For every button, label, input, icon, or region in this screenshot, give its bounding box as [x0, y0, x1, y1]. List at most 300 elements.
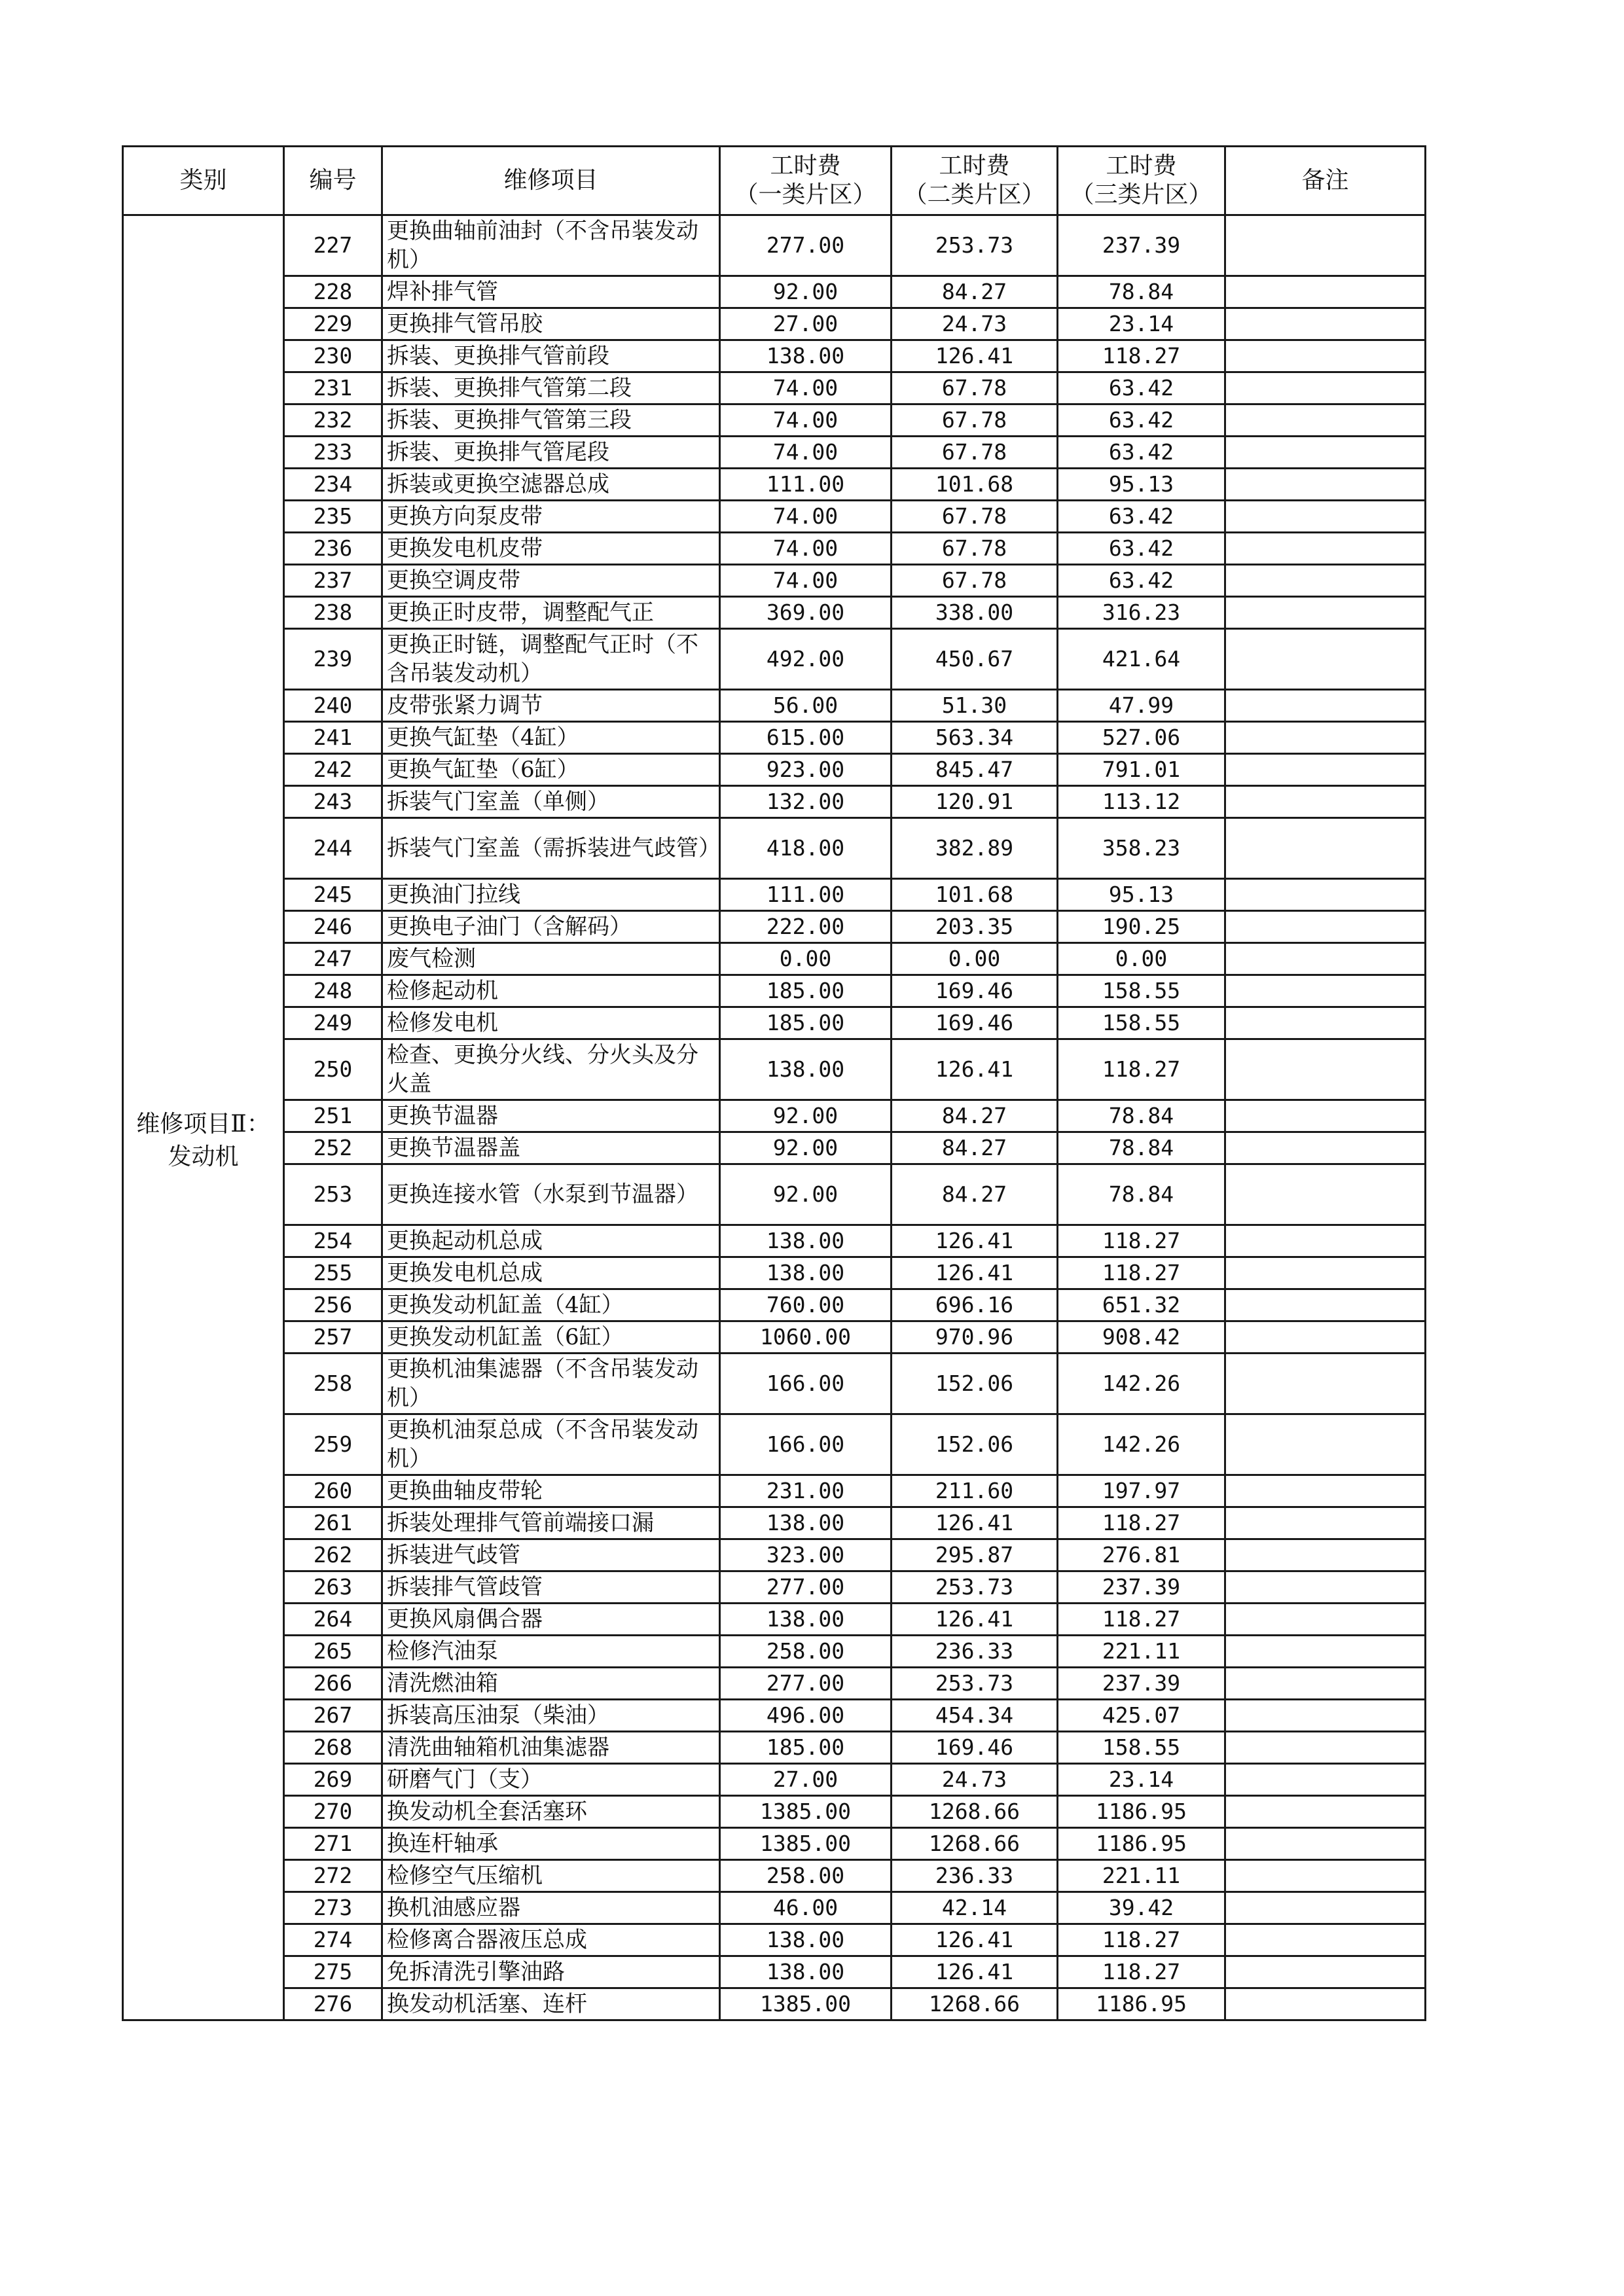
header-fee-zone2-zone: （二类片区）: [903, 181, 1045, 208]
fee-zone3: 95.13: [1058, 469, 1225, 501]
table-row: [123, 1321, 1426, 1354]
item-name: 更换发电机总成: [382, 1257, 720, 1289]
note-cell: [1225, 215, 1426, 276]
note-cell: [1225, 722, 1426, 754]
fee-zone2: 67.78: [892, 533, 1058, 565]
table-row: [123, 879, 1426, 911]
table-row: [123, 1796, 1426, 1828]
item-number: 262: [284, 1539, 382, 1571]
table-row: [123, 786, 1426, 818]
fee-zone3: 118.27: [1058, 340, 1225, 372]
table-row: [123, 1732, 1426, 1764]
note-cell: [1225, 308, 1426, 340]
fee-zone3: 118.27: [1058, 1225, 1225, 1257]
item-number: 270: [284, 1796, 382, 1828]
fee-zone2: 152.06: [892, 1414, 1058, 1475]
fee-zone2: 126.41: [892, 1604, 1058, 1636]
note-cell: [1225, 1571, 1426, 1604]
note-cell: [1225, 754, 1426, 786]
table-row: [123, 1604, 1426, 1636]
fee-zone1: 74.00: [720, 437, 892, 469]
category-cell: [123, 215, 284, 2020]
fee-zone1: 74.00: [720, 533, 892, 565]
item-number: 257: [284, 1321, 382, 1354]
fee-zone2: 1268.66: [892, 1796, 1058, 1828]
item-name: 更换发动机缸盖（6缸）: [382, 1321, 720, 1354]
item-number: 249: [284, 1007, 382, 1039]
fee-zone2: 236.33: [892, 1860, 1058, 1892]
fee-zone2: 1268.66: [892, 1988, 1058, 2020]
item-name: 拆装处理排气管前端接口漏: [382, 1507, 720, 1539]
fee-zone1: 138.00: [720, 1924, 892, 1956]
fee-zone1: 132.00: [720, 786, 892, 818]
item-number: 269: [284, 1764, 382, 1796]
item-number: 234: [284, 469, 382, 501]
fee-zone1: 138.00: [720, 1257, 892, 1289]
item-number: 265: [284, 1636, 382, 1668]
item-number: 252: [284, 1132, 382, 1164]
fee-zone1: 277.00: [720, 215, 892, 276]
table-row: [123, 911, 1426, 943]
header-category: 类别: [123, 147, 284, 215]
item-number: 248: [284, 975, 382, 1007]
note-cell: [1225, 437, 1426, 469]
item-number: 236: [284, 533, 382, 565]
item-name: 拆装气门室盖（单侧）: [382, 786, 720, 818]
item-number: 276: [284, 1988, 382, 2020]
fee-zone2: 126.41: [892, 1257, 1058, 1289]
item-number: 275: [284, 1956, 382, 1988]
item-name: 检查、更换分火线、分火头及分火盖: [382, 1039, 720, 1100]
fee-zone3: 1186.95: [1058, 1828, 1225, 1860]
item-name: 皮带张紧力调节: [382, 690, 720, 722]
fee-zone2: 84.27: [892, 1164, 1058, 1225]
fee-zone1: 923.00: [720, 754, 892, 786]
item-name: 拆装排气管歧管: [382, 1571, 720, 1604]
note-cell: [1225, 690, 1426, 722]
fee-zone3: 276.81: [1058, 1539, 1225, 1571]
item-name: 拆装进气歧管: [382, 1539, 720, 1571]
fee-zone3: 113.12: [1058, 786, 1225, 818]
header-fee-zone3: [1058, 147, 1225, 215]
table-row: [123, 501, 1426, 533]
note-cell: [1225, 1700, 1426, 1732]
header-note: 备注: [1225, 147, 1426, 215]
item-number: 253: [284, 1164, 382, 1225]
fee-zone3: 78.84: [1058, 276, 1225, 308]
item-number: 263: [284, 1571, 382, 1604]
item-number: 261: [284, 1507, 382, 1539]
fee-zone2: 1268.66: [892, 1828, 1058, 1860]
note-cell: [1225, 879, 1426, 911]
fee-zone1: 74.00: [720, 372, 892, 404]
fee-zone1: 258.00: [720, 1636, 892, 1668]
fee-zone1: 258.00: [720, 1860, 892, 1892]
note-cell: [1225, 1414, 1426, 1475]
table-row: [123, 1764, 1426, 1796]
fee-zone2: 169.46: [892, 1007, 1058, 1039]
item-name: 更换机油集滤器（不含吊装发动机）: [382, 1354, 720, 1414]
note-cell: [1225, 1257, 1426, 1289]
fee-zone1: 222.00: [720, 911, 892, 943]
fee-zone1: 1385.00: [720, 1828, 892, 1860]
fee-zone1: 74.00: [720, 501, 892, 533]
fee-zone2: 450.67: [892, 629, 1058, 690]
fee-zone1: 166.00: [720, 1414, 892, 1475]
table-row: [123, 1007, 1426, 1039]
item-number: 255: [284, 1257, 382, 1289]
item-name: 更换发电机皮带: [382, 533, 720, 565]
table-row: [123, 1100, 1426, 1132]
header-fee-zone2: [892, 147, 1058, 215]
fee-zone3: 63.42: [1058, 533, 1225, 565]
item-number: 272: [284, 1860, 382, 1892]
fee-zone3: 221.11: [1058, 1636, 1225, 1668]
table-row: [123, 1539, 1426, 1571]
fee-zone2: 126.41: [892, 1924, 1058, 1956]
fee-zone3: 63.42: [1058, 372, 1225, 404]
note-cell: [1225, 1507, 1426, 1539]
note-cell: [1225, 975, 1426, 1007]
fee-zone2: 84.27: [892, 1100, 1058, 1132]
item-name: 更换空调皮带: [382, 565, 720, 597]
table-row: [123, 722, 1426, 754]
fee-zone3: 23.14: [1058, 308, 1225, 340]
fee-zone2: 563.34: [892, 722, 1058, 754]
table-row: [123, 276, 1426, 308]
fee-zone2: 67.78: [892, 404, 1058, 437]
item-name: 检修空气压缩机: [382, 1860, 720, 1892]
item-name: 更换发动机缸盖（4缸）: [382, 1289, 720, 1321]
table-row: [123, 565, 1426, 597]
table-row: [123, 533, 1426, 565]
table-row: [123, 597, 1426, 629]
table-row: [123, 1354, 1426, 1414]
fee-zone3: 527.06: [1058, 722, 1225, 754]
item-number: 251: [284, 1100, 382, 1132]
fee-zone2: 84.27: [892, 276, 1058, 308]
fee-zone2: 120.91: [892, 786, 1058, 818]
item-number: 264: [284, 1604, 382, 1636]
item-name: 更换油门拉线: [382, 879, 720, 911]
table-row: [123, 1892, 1426, 1924]
note-cell: [1225, 1636, 1426, 1668]
fee-zone2: 203.35: [892, 911, 1058, 943]
item-number: 266: [284, 1668, 382, 1700]
fee-zone2: 51.30: [892, 690, 1058, 722]
fee-zone1: 1385.00: [720, 1796, 892, 1828]
fee-zone3: 425.07: [1058, 1700, 1225, 1732]
fee-zone1: 277.00: [720, 1571, 892, 1604]
item-number: 229: [284, 308, 382, 340]
note-cell: [1225, 372, 1426, 404]
item-number: 239: [284, 629, 382, 690]
header-fee-zone1-zone: （一类片区）: [734, 181, 876, 208]
item-name: 更换节温器: [382, 1100, 720, 1132]
fee-zone2: 696.16: [892, 1289, 1058, 1321]
note-cell: [1225, 597, 1426, 629]
fee-zone3: 651.32: [1058, 1289, 1225, 1321]
item-name: 更换连接水管（水泵到节温器）: [382, 1164, 720, 1225]
fee-zone2: 152.06: [892, 1354, 1058, 1414]
fee-zone3: 237.39: [1058, 1571, 1225, 1604]
note-cell: [1225, 340, 1426, 372]
header-fee-zone3-title: 工时费: [1106, 152, 1177, 179]
fee-zone1: 27.00: [720, 308, 892, 340]
item-name: 更换曲轴皮带轮: [382, 1475, 720, 1507]
item-number: 227: [284, 215, 382, 276]
fee-zone1: 138.00: [720, 1039, 892, 1100]
note-cell: [1225, 1892, 1426, 1924]
fee-zone1: 1060.00: [720, 1321, 892, 1354]
fee-zone2: 84.27: [892, 1132, 1058, 1164]
item-number: 247: [284, 943, 382, 975]
fee-zone3: 118.27: [1058, 1257, 1225, 1289]
table-row: [123, 1414, 1426, 1475]
item-number: 267: [284, 1700, 382, 1732]
item-number: 231: [284, 372, 382, 404]
table-body: [123, 215, 1426, 2020]
note-cell: [1225, 1007, 1426, 1039]
item-number: 242: [284, 754, 382, 786]
item-number: 243: [284, 786, 382, 818]
header-fee-zone2-title: 工时费: [939, 152, 1010, 179]
fee-zone2: 126.41: [892, 1507, 1058, 1539]
note-cell: [1225, 501, 1426, 533]
item-number: 232: [284, 404, 382, 437]
table-row: [123, 1289, 1426, 1321]
fee-zone3: 237.39: [1058, 215, 1225, 276]
fee-zone2: 67.78: [892, 501, 1058, 533]
fee-zone3: 118.27: [1058, 1924, 1225, 1956]
fee-zone3: 63.42: [1058, 437, 1225, 469]
fee-zone3: 158.55: [1058, 1007, 1225, 1039]
fee-zone2: 236.33: [892, 1636, 1058, 1668]
note-cell: [1225, 1100, 1426, 1132]
fee-zone3: 118.27: [1058, 1956, 1225, 1988]
note-cell: [1225, 818, 1426, 879]
note-cell: [1225, 1732, 1426, 1764]
item-name: 拆装高压油泵（柴油）: [382, 1700, 720, 1732]
fee-zone2: 454.34: [892, 1700, 1058, 1732]
fee-zone3: 0.00: [1058, 943, 1225, 975]
item-number: 254: [284, 1225, 382, 1257]
fee-zone3: 63.42: [1058, 501, 1225, 533]
item-number: 235: [284, 501, 382, 533]
fee-zone3: 142.26: [1058, 1414, 1225, 1475]
category-label-line2: 发动机: [168, 1143, 239, 1170]
item-number: 246: [284, 911, 382, 943]
fee-zone3: 1186.95: [1058, 1988, 1225, 2020]
note-cell: [1225, 1321, 1426, 1354]
fee-zone3: 63.42: [1058, 404, 1225, 437]
item-name: 更换正时链，调整配气正时（不含吊装发动机）: [382, 629, 720, 690]
item-name: 废气检测: [382, 943, 720, 975]
item-number: 230: [284, 340, 382, 372]
fee-zone1: 138.00: [720, 1507, 892, 1539]
note-cell: [1225, 1289, 1426, 1321]
fee-zone3: 190.25: [1058, 911, 1225, 943]
fee-zone1: 166.00: [720, 1354, 892, 1414]
header-row: [123, 147, 1426, 215]
note-cell: [1225, 911, 1426, 943]
header-fee-zone1-title: 工时费: [770, 152, 841, 179]
fee-zone3: 78.84: [1058, 1100, 1225, 1132]
note-cell: [1225, 1668, 1426, 1700]
fee-zone3: 95.13: [1058, 879, 1225, 911]
fee-zone1: 92.00: [720, 276, 892, 308]
item-name: 更换电子油门（含解码）: [382, 911, 720, 943]
note-cell: [1225, 1860, 1426, 1892]
fee-zone1: 496.00: [720, 1700, 892, 1732]
item-name: 更换风扇偶合器: [382, 1604, 720, 1636]
table-row: [123, 340, 1426, 372]
fee-zone3: 358.23: [1058, 818, 1225, 879]
table-row: [123, 1956, 1426, 1988]
category-label-line1: 维修项目Ⅱ：: [136, 1110, 270, 1138]
table-row: [123, 437, 1426, 469]
fee-zone2: 295.87: [892, 1539, 1058, 1571]
table-row: [123, 690, 1426, 722]
item-number: 273: [284, 1892, 382, 1924]
table-row: [123, 308, 1426, 340]
fee-zone2: 970.96: [892, 1321, 1058, 1354]
fee-zone3: 908.42: [1058, 1321, 1225, 1354]
fee-zone3: 63.42: [1058, 565, 1225, 597]
repair-fee-table: [122, 145, 1426, 2021]
item-number: 233: [284, 437, 382, 469]
note-cell: [1225, 1924, 1426, 1956]
fee-zone3: 78.84: [1058, 1164, 1225, 1225]
note-cell: [1225, 276, 1426, 308]
table-row: [123, 1039, 1426, 1100]
item-name: 更换排气管吊胶: [382, 308, 720, 340]
fee-zone2: 67.78: [892, 372, 1058, 404]
note-cell: [1225, 1988, 1426, 2020]
fee-zone1: 92.00: [720, 1100, 892, 1132]
fee-zone2: 67.78: [892, 565, 1058, 597]
fee-zone1: 27.00: [720, 1764, 892, 1796]
item-name: 换机油感应器: [382, 1892, 720, 1924]
table-row: [123, 1828, 1426, 1860]
item-name: 拆装或更换空滤器总成: [382, 469, 720, 501]
note-cell: [1225, 565, 1426, 597]
item-name: 清洗曲轴箱机油集滤器: [382, 1732, 720, 1764]
item-name: 检修汽油泵: [382, 1636, 720, 1668]
note-cell: [1225, 1796, 1426, 1828]
fee-zone1: 138.00: [720, 1956, 892, 1988]
item-name: 更换机油泵总成（不含吊装发动机）: [382, 1414, 720, 1475]
table-row: [123, 629, 1426, 690]
fee-zone2: 67.78: [892, 437, 1058, 469]
fee-zone2: 126.41: [892, 1225, 1058, 1257]
table-row: [123, 1636, 1426, 1668]
fee-zone1: 231.00: [720, 1475, 892, 1507]
fee-zone1: 138.00: [720, 1225, 892, 1257]
table-row: [123, 1700, 1426, 1732]
table-row: [123, 818, 1426, 879]
item-name: 更换起动机总成: [382, 1225, 720, 1257]
table-row: [123, 943, 1426, 975]
table-row: [123, 1507, 1426, 1539]
fee-zone3: 118.27: [1058, 1507, 1225, 1539]
fee-zone2: 169.46: [892, 1732, 1058, 1764]
item-number: 238: [284, 597, 382, 629]
fee-zone1: 323.00: [720, 1539, 892, 1571]
item-number: 260: [284, 1475, 382, 1507]
item-name: 研磨气门（支）: [382, 1764, 720, 1796]
fee-zone2: 101.68: [892, 469, 1058, 501]
item-name: 焊补排气管: [382, 276, 720, 308]
header-fee-zone3-zone: （三类片区）: [1070, 181, 1212, 208]
item-number: 240: [284, 690, 382, 722]
note-cell: [1225, 1539, 1426, 1571]
fee-zone3: 118.27: [1058, 1039, 1225, 1100]
note-cell: [1225, 1225, 1426, 1257]
table-row: [123, 1924, 1426, 1956]
note-cell: [1225, 1828, 1426, 1860]
fee-zone2: 845.47: [892, 754, 1058, 786]
header-number: 编号: [284, 147, 382, 215]
fee-zone1: 369.00: [720, 597, 892, 629]
table-row: [123, 1475, 1426, 1507]
fee-zone2: 42.14: [892, 1892, 1058, 1924]
table-row: [123, 1225, 1426, 1257]
fee-zone3: 158.55: [1058, 975, 1225, 1007]
item-name: 免拆清洗引擎油路: [382, 1956, 720, 1988]
note-cell: [1225, 1164, 1426, 1225]
fee-zone2: 253.73: [892, 1668, 1058, 1700]
table-row: [123, 372, 1426, 404]
fee-zone1: 138.00: [720, 1604, 892, 1636]
table-row: [123, 1860, 1426, 1892]
table-row: [123, 1132, 1426, 1164]
fee-zone3: 39.42: [1058, 1892, 1225, 1924]
fee-zone3: 47.99: [1058, 690, 1225, 722]
item-name: 换发动机活塞、连杆: [382, 1988, 720, 2020]
fee-zone1: 492.00: [720, 629, 892, 690]
table-row: [123, 975, 1426, 1007]
note-cell: [1225, 533, 1426, 565]
fee-zone3: 78.84: [1058, 1132, 1225, 1164]
item-number: 245: [284, 879, 382, 911]
item-number: 241: [284, 722, 382, 754]
table-row: [123, 404, 1426, 437]
fee-zone1: 277.00: [720, 1668, 892, 1700]
fee-zone2: 253.73: [892, 1571, 1058, 1604]
item-name: 更换曲轴前油封（不含吊装发动机）: [382, 215, 720, 276]
note-cell: [1225, 1604, 1426, 1636]
item-name: 拆装、更换排气管第二段: [382, 372, 720, 404]
note-cell: [1225, 1039, 1426, 1100]
note-cell: [1225, 786, 1426, 818]
fee-zone1: 418.00: [720, 818, 892, 879]
item-number: 228: [284, 276, 382, 308]
fee-zone1: 0.00: [720, 943, 892, 975]
item-name: 更换方向泵皮带: [382, 501, 720, 533]
table-row: [123, 1571, 1426, 1604]
fee-zone2: 24.73: [892, 308, 1058, 340]
item-number: 256: [284, 1289, 382, 1321]
document-page: [122, 145, 1424, 2021]
table-row: [123, 215, 1426, 276]
item-name: 检修起动机: [382, 975, 720, 1007]
fee-zone2: 382.89: [892, 818, 1058, 879]
item-name: 更换气缸垫（4缸）: [382, 722, 720, 754]
fee-zone1: 74.00: [720, 404, 892, 437]
table-row: [123, 1164, 1426, 1225]
item-name: 换连杆轴承: [382, 1828, 720, 1860]
